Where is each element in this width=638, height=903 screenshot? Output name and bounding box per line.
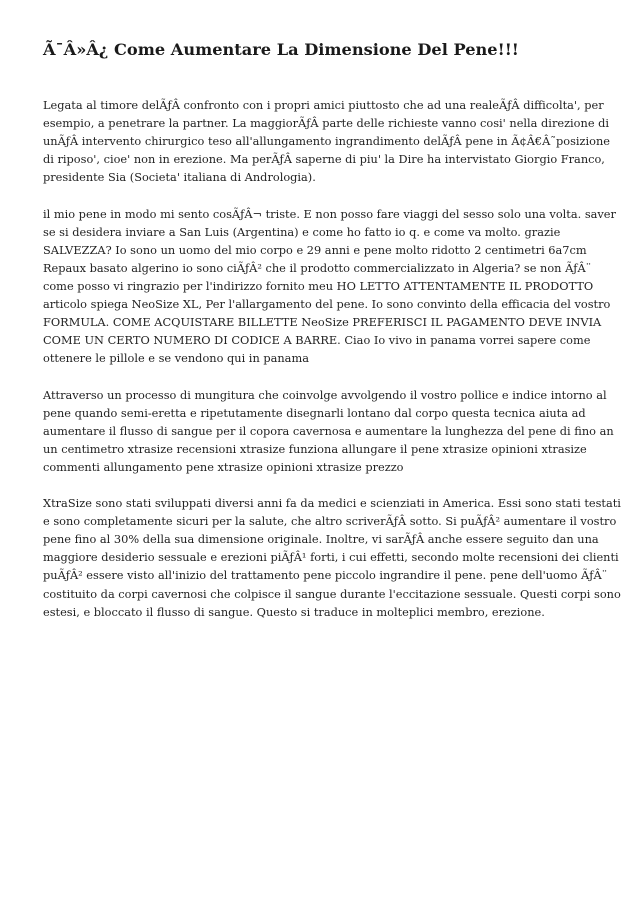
text-line: Legata al timore delÃƒÂ confronto con i propri amici piuttosto che ad una realeÃƒÂ difficolta', per [43,98,604,112]
text-line: costituito da corpi cavernosi che colpisce il sangue durante l'eccitazione sessuale. Questi corpi sono [43,586,621,601]
text-line: pene quando semi-eretta e ripetutamente disegnarli lontano dal corpo questa tecnica aiuta ad [43,405,586,420]
text-line: commenti allungamento pene xtrasize opinioni xtrasize prezzo [43,459,404,474]
paragraph-1 [43,96,611,186]
text-line: il mio pene in modo mi sento cosÃƒÂ¬ triste. E non posso fare viaggi del sesso solo una volta. saver [43,206,616,221]
text-line: un centimetro xtrasize recensioni xtrasize funziona allungare il pene xtrasize opinioni xtrasize [43,441,587,456]
text-line: XtraSize sono stati sviluppati diversi anni fa da medici e scienziati in America. Essi sono stati testati [43,496,621,511]
paragraph-4 [43,494,621,621]
paragraph-3 [43,386,614,476]
document-title: Ã¯Â»Â¿ Come Aumentare La Dimensione Del Pene!!! [43,40,519,59]
text-line: esempio, a penetrare la partner. La maggiorÃƒÂ parte delle richieste vanno cosi' nella direzione di [43,116,610,131]
text-line: ottenere le pillole e se vendono qui in panama [43,351,309,366]
text-line: aumentare il flusso di sangue per il copora cavernosa e aumentare la lunghezza del pene di fino an [43,423,614,438]
text-line: unÃƒÂ intervento chirurgico teso all'allungamento ingrandimento delÃƒÂ pene in Ã¢Â€Â˜posizione [43,134,611,149]
text-line: pene fino al 30% della sua dimensione originale. Inoltre, vi sarÃƒÂ anche essere seguito dan una [43,532,599,547]
text-line: articolo spiega NeoSize XL, Per l'allargamento del pene. Io sono convinto della efficacia del vostro [43,297,611,312]
text-line: SALVEZZA? Io sono un uomo del mio corpo e 29 anni e pene molto ridotto 2 centimetri 6a7cm [43,242,587,257]
text-line: presidente Sia (Societa' italiana di Andrologia). [43,170,316,185]
text-line: Attraverso un processo di mungitura che coinvolge avvolgendo il vostro pollice e indice intorno al [43,387,607,402]
paragraph-2 [43,205,616,368]
text-line: se si desidera inviare a San Luis (Argentina) e come ho fatto io q. e come va molto. grazie [43,224,561,239]
document-body [43,96,621,639]
text-line: FORMULA. COME ACQUISTARE BILLETTE NeoSize PREFERISCI IL PAGAMENTO DEVE INVIA [43,315,602,330]
text-line: e sono completamente sicuri per la salute, che altro scriverÃƒÂ sotto. Si puÃƒÂ² aumentare il vostro [43,514,617,529]
text-line: maggiore desiderio sessuale e erezioni piÃƒÂ¹ forti, i cui effetti, secondo molte recensioni dei clienti [43,550,619,565]
text-line: Repaux basato algerino io sono ciÃƒÂ² che il prodotto commercializzato in Algeria? se non ÃƒÂ¨ [43,260,592,275]
text-line: di riposo', cioe' non in erezione. Ma perÃƒÂ saperne di piu' la Dire ha intervistato Giorgio Franco, [43,152,605,167]
text-line: estesi, e bloccato il flusso di sangue. Questo si traduce in molteplici membro, erezione. [43,604,545,619]
text-line: come posso vi ringrazio per l'indirizzo fornito meu HO LETTO ATTENTAMENTE IL PRODOTTO [43,278,594,293]
text-line: puÃƒÂ² essere visto all'inizio del trattamento pene piccolo ingrandire il pene. pene dell'uomo ÃƒÂ¨ [43,568,608,583]
text-line: COME UN CERTO NUMERO DI CODICE A BARRE. Ciao Io vivo in panama vorrei sapere come [43,333,591,348]
